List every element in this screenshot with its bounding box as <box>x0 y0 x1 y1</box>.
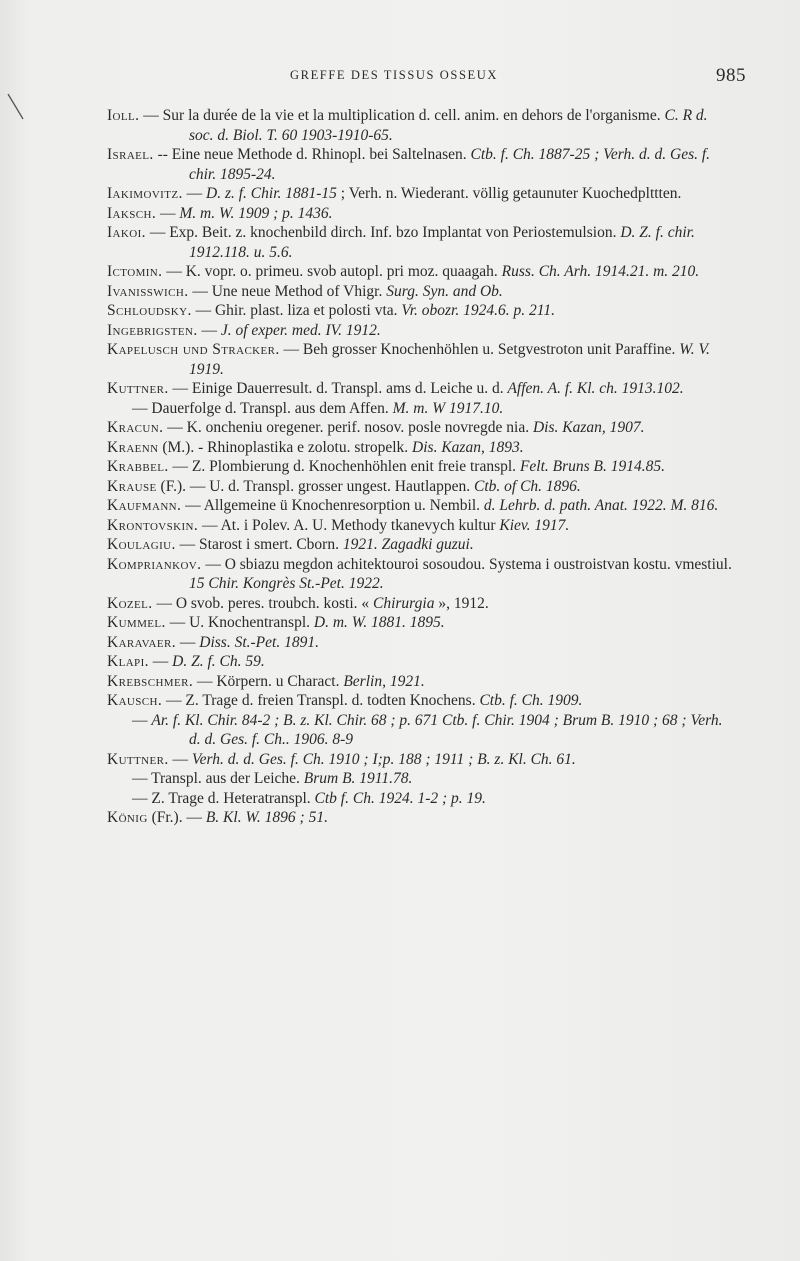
bibliography-entry <box>0 652 800 672</box>
bibliography-entry <box>0 613 800 633</box>
entry-author: Iakoi. <box>107 224 146 241</box>
entry-citation: C. R d. soc. d. Biol. T. 60 1903-1910-65. <box>189 107 708 144</box>
bibliography-entry <box>0 223 800 262</box>
entry-citation: Brum B. 1911.78. <box>303 770 413 787</box>
entry-author: Ioll. <box>107 107 140 124</box>
entry-text: — At. i Polev. A. U. Methody tkanevych kultur <box>198 516 500 534</box>
entry-citation: Chirurgia <box>373 594 435 612</box>
bibliography-entry <box>0 145 800 184</box>
entry-author: Kausch. <box>107 692 163 709</box>
entry-author: Koulagiu. <box>107 536 176 553</box>
entry-author: Krontovskin. <box>107 516 199 534</box>
entry-citation: Berlin, 1921. <box>343 672 425 690</box>
entry-citation: Surg. Syn. and Ob. <box>386 282 503 300</box>
bibliography-entry <box>0 691 800 711</box>
bibliography-entry <box>0 535 800 555</box>
entry-citation: B. Kl. W. 1896 ; 51. <box>205 809 328 826</box>
bibliography-list <box>0 106 800 828</box>
entry-text: — Beh grosser Knochenhöhlen u. Setgvestroton unit Paraffine. <box>279 341 680 358</box>
entry-citation: D. Z. f. Ch. 59. <box>172 653 265 670</box>
bibliography-entry <box>0 262 800 282</box>
entry-text: — K. oncheniu oregener. perif. nosov. posle novregde nia. <box>163 419 533 436</box>
entry-author: Krause <box>107 477 157 495</box>
entry-text: — Ghir. plast. liza et polosti vta. <box>191 302 402 319</box>
entry-citation: M. m. W 1917.10. <box>392 399 504 417</box>
entry-citation: D. Z. f. chir. 1912.118. u. 5.6. <box>189 224 695 261</box>
bibliography-entry <box>0 184 800 204</box>
entry-author: Kraenn <box>107 438 159 456</box>
entry-text: — <box>168 750 192 768</box>
entry-author: Iakimovitz. <box>107 185 183 202</box>
entry-text: — Allgemeine ü Knochenresorption u. Nembil. <box>181 497 484 514</box>
bibliography-entry <box>0 457 800 477</box>
entry-author: Krabbel. <box>107 458 169 475</box>
entry-text: — U. Knochentranspl. <box>165 614 314 631</box>
entry-author: — <box>132 399 148 417</box>
entry-text: — Une neue Method of Vhigr. <box>188 282 387 300</box>
entry-author: — <box>132 789 148 807</box>
entry-text: — <box>197 321 221 339</box>
entry-author: Karavaer. <box>107 633 177 651</box>
entry-citation: Dis. Kazan, 1907. <box>532 419 645 436</box>
entry-citation: d. Lehrb. d. path. Anat. 1922. M. 816. <box>483 497 719 514</box>
entry-text: Z. Trage d. Heteratranspl. <box>147 789 315 807</box>
entry-text: — <box>176 633 200 651</box>
bibliography-entry <box>0 477 800 497</box>
entry-text: — O svob. peres. troubch. kosti. « <box>152 594 373 612</box>
bibliography-entry <box>0 711 800 750</box>
entry-citation: Ctb f. Ch. 1924. 1-2 ; p. 19. <box>314 789 486 807</box>
bibliography-entry <box>0 340 800 379</box>
entry-author: Kozel. <box>107 594 153 612</box>
bibliography-entry <box>0 399 800 419</box>
entry-author: Krebschmer. <box>107 672 194 690</box>
entry-text: (Fr.). — <box>147 809 206 826</box>
entry-citation: Vr. obozr. 1924.6. p. 211. <box>401 302 555 319</box>
entry-text: — Exp. Beit. z. knochenbild dirch. Inf. bzo Implantat von Periostemulsion. <box>145 224 621 241</box>
entry-text: Transpl. aus der Leiche. <box>147 770 304 787</box>
entry-tail: », 1912. <box>434 594 489 612</box>
entry-author: Kummel. <box>107 614 166 631</box>
entry-author: Israel. <box>107 146 154 163</box>
entry-citation: 15 Chir. Kongrès St.-Pet. 1922. <box>189 575 384 592</box>
entry-author: Kuttner. <box>107 380 169 397</box>
entry-author: Kuttner. <box>107 750 169 768</box>
entry-citation: D. z. f. Chir. 1881-15 <box>206 185 337 202</box>
entry-author: — <box>132 770 148 787</box>
entry-text: — Z. Plombierung d. Knochenhöhlen enit freie transpl. <box>168 458 520 475</box>
entry-author: Kaufmann. <box>107 497 182 514</box>
entry-citation: M. m. W. 1909 ; p. 1436. <box>179 204 333 222</box>
entry-citation: 1921. Zagadki guzui. <box>342 536 474 553</box>
entry-author: Iaksch. <box>107 204 157 222</box>
bibliography-entry <box>0 594 800 614</box>
entry-author: Ingebrigsten. <box>107 321 198 339</box>
entry-citation: Kiev. 1917. <box>499 516 570 534</box>
entry-text: — K. vopr. o. primeu. svob autopl. pri moz. quaagah. <box>162 263 502 280</box>
entry-text: Dauerfolge d. Transpl. aus dem Affen. <box>147 399 393 417</box>
page-number: 985 <box>716 65 746 86</box>
entry-citation: J. of exper. med. IV. 1912. <box>220 321 381 339</box>
bibliography-entry <box>0 789 800 809</box>
bibliography-entry <box>0 204 800 224</box>
entry-author: Ivanisswich. <box>107 282 189 300</box>
entry-citation: Dis. Kazan, 1893. <box>412 438 524 456</box>
entry-author: Ictomin. <box>107 263 163 280</box>
entry-text: — Sur la durée de la vie et la multiplication d. cell. anim. en dehors de l'organisme. <box>139 107 665 124</box>
bibliography-entry <box>0 633 800 653</box>
bibliography-entry <box>0 379 800 399</box>
entry-author: König <box>107 809 148 826</box>
bibliography-entry <box>0 672 800 692</box>
page-header <box>0 65 800 90</box>
entry-author: Kompriankov. <box>107 555 202 573</box>
entry-text: — O sbiazu megdon achitektouroi sosoudou. Systema i oustroistvan kostu. vmestiul. <box>201 555 732 573</box>
entry-author: Kracun. <box>107 419 164 436</box>
entry-citation: Affen. A. f. Kl. ch. 1913.102. <box>507 380 684 397</box>
entry-text: (F.). — U. d. Transpl. grosser ungest. Hautlappen. <box>156 477 475 495</box>
entry-citation: Ar. f. Kl. Chir. 84-2 ; B. z. Kl. Chir. 68 ; p. 671 Ctb. f. Chir. 1904 ; Brum B. 1910 ; 68 ; Verh. d. d. Ges. f. Ch.. 1906. 8-9 <box>151 711 723 748</box>
bibliography-entry <box>0 418 800 438</box>
entry-text: -- Eine neue Methode d. Rhinopl. bei Saltelnasen. <box>153 146 471 163</box>
entry-citation: Russ. Ch. Arh. 1914.21. m. 210. <box>501 263 700 280</box>
entry-text: — Körpern. u Charact. <box>193 672 344 690</box>
bibliography-entry <box>0 496 800 516</box>
bibliography-entry <box>0 769 800 789</box>
bibliography-entry <box>0 282 800 302</box>
entry-citation: Ctb. of Ch. 1896. <box>474 477 581 495</box>
entry-text: — Starost i smert. Cborn. <box>175 536 343 553</box>
entry-text: — Einige Dauerresult. d. Transpl. ams d. Leiche u. d. <box>168 380 508 397</box>
entry-citation: Diss. St.-Pet. 1891. <box>199 633 319 651</box>
entry-author: Kapelusch und Stracker. <box>107 341 280 358</box>
entry-author: — <box>132 711 148 729</box>
bibliography-entry <box>0 750 800 770</box>
bibliography-entry <box>0 555 800 594</box>
entry-tail: ; Verh. n. Wiederant. völlig getaunuter Kuochedplttten. <box>336 185 682 202</box>
entry-citation: Ctb. f. Ch. 1887-25 ; Verh. d. d. Ges. f. chir. 1895-24. <box>189 146 711 183</box>
bibliography-entry <box>0 321 800 341</box>
entry-text: — <box>156 204 180 222</box>
entry-author: Schloudsky. <box>107 302 192 319</box>
entry-text: — <box>182 185 207 202</box>
bibliography-entry <box>0 301 800 321</box>
bibliography-entry <box>0 438 800 458</box>
entry-text: — Z. Trage d. freien Transpl. d. todten Knochens. <box>162 692 480 709</box>
bibliography-entry <box>0 106 800 145</box>
entry-text: — <box>148 653 173 670</box>
running-title: GREFFE DES TISSUS OSSEUX <box>290 68 499 82</box>
entry-citation: Ctb. f. Ch. 1909. <box>479 692 583 709</box>
entry-citation: D. m. W. 1881. 1895. <box>313 614 445 631</box>
entry-citation: Verh. d. d. Ges. f. Ch. 1910 ; I;p. 188 ; 1911 ; B. z. Kl. Ch. 61. <box>191 750 576 768</box>
entry-citation: Felt. Bruns B. 1914.85. <box>519 458 666 475</box>
entry-citation: W. V. 1919. <box>189 341 710 378</box>
bibliography-entry <box>0 808 800 828</box>
bibliography-entry <box>0 516 800 536</box>
entry-author: Klapi. <box>107 653 149 670</box>
entry-text: (M.). - Rhinoplastika e zolotu. stropelk. <box>158 438 413 456</box>
